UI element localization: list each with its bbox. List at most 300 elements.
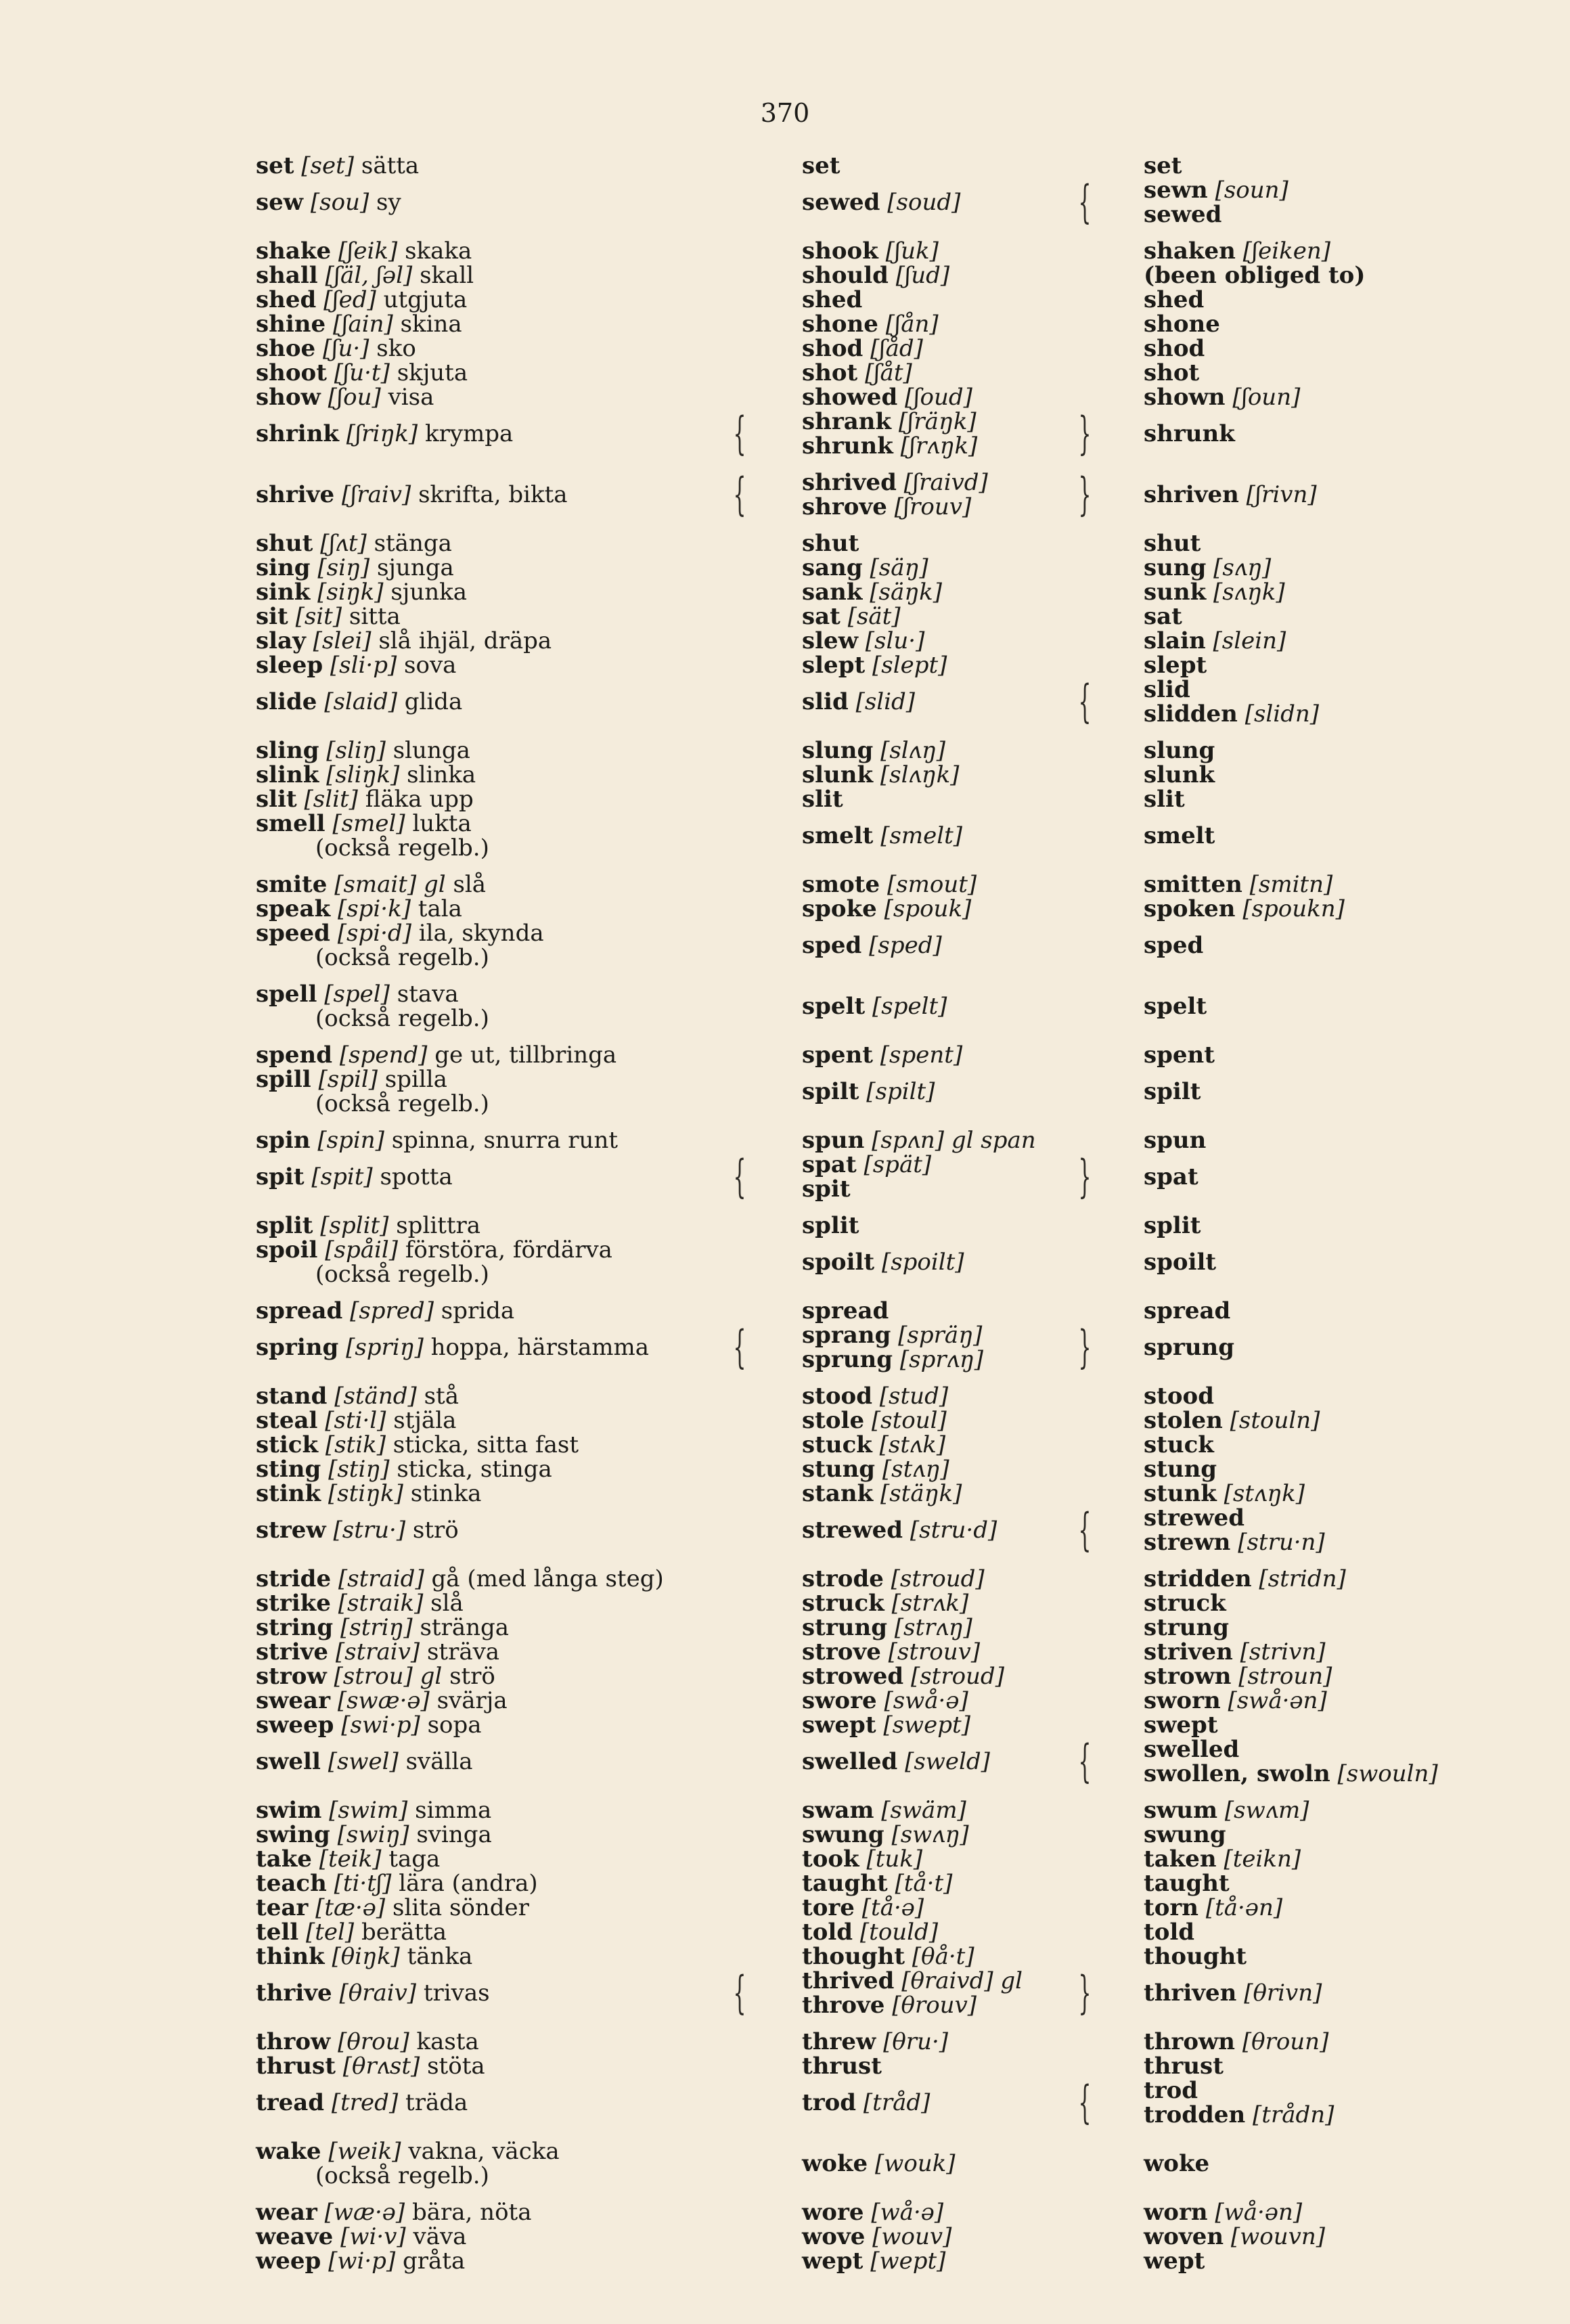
pronunciation: [teikn] [1224, 1846, 1301, 1873]
headword: shriven [1144, 481, 1239, 508]
past-participle-cell [1144, 556, 1462, 580]
verb-row [0, 1481, 1570, 1506]
headword: slink [256, 761, 319, 788]
headword: strewed [802, 1517, 903, 1544]
gloss: skaka [405, 238, 472, 265]
entry-line [802, 2225, 1052, 2249]
entry-line [1144, 1798, 1462, 1823]
headword: swung [1144, 1821, 1226, 1848]
headword: strike [256, 1590, 331, 1617]
entry-line [256, 1798, 743, 1823]
headword: woke [802, 2150, 868, 2177]
headword: sped [1144, 932, 1204, 959]
headword: split [802, 1212, 859, 1239]
pronunciation: [stru·] [333, 1517, 406, 1544]
headword: (been obliged to) [1144, 262, 1366, 289]
entry-line [1144, 1165, 1462, 1189]
entry-line [802, 1920, 1052, 1944]
entry-line [802, 336, 1052, 361]
entry-line [1144, 897, 1462, 921]
headword: slay [256, 627, 306, 654]
headword: taught [1144, 1870, 1230, 1897]
headword: thought [802, 1943, 905, 1970]
headword: swell [256, 1748, 321, 1775]
gloss: stjäla [393, 1407, 457, 1434]
entry-line [802, 1798, 1052, 1823]
entry-line [256, 2139, 743, 2164]
headword: spat [1144, 1163, 1198, 1190]
verb-row [0, 531, 1570, 556]
headword: shut [802, 530, 859, 557]
pronunciation: [stiŋk] [328, 1480, 403, 1507]
pronunciation: [sped] [869, 932, 942, 959]
pronunciation: [stiŋ] [328, 1456, 390, 1483]
entry-line [256, 1433, 743, 1457]
entry-line [802, 872, 1052, 897]
past-tense-cell [802, 1518, 1052, 1542]
headword: thrust [1144, 2053, 1224, 2080]
entry-line [1144, 677, 1462, 702]
left-brace: { [733, 407, 746, 460]
pronunciation: [ʃeiken] [1242, 238, 1331, 265]
headword: threw [802, 2028, 876, 2055]
past-tense-cell [802, 1689, 1052, 1713]
entry-line [802, 1177, 1052, 1201]
headword: wept [802, 2248, 864, 2275]
entry-line [256, 312, 743, 336]
past-participle-cell [1144, 1250, 1462, 1274]
pronunciation: [stroud] [910, 1663, 1004, 1690]
entry-line [256, 1689, 743, 1713]
base-form-cell [256, 872, 743, 897]
gloss: svälla [405, 1748, 473, 1775]
pronunciation: [trådn] [1253, 2101, 1334, 2128]
base-form-cell [256, 385, 743, 409]
entry-line [256, 1871, 743, 1896]
past-tense-cell [802, 690, 1052, 714]
headword: smell [256, 810, 326, 837]
headword: sewn [1144, 177, 1208, 204]
past-tense-cell [802, 1920, 1052, 1944]
headword: smelt [802, 822, 874, 849]
pronunciation: [slept] [872, 652, 947, 679]
pronunciation: [strou] gl [334, 1663, 443, 1690]
base-form-cell [256, 1457, 743, 1481]
pronunciation: [spred] [350, 1297, 434, 1324]
headword: sunk [1144, 579, 1207, 606]
usage-note [256, 945, 743, 970]
headword: swim [256, 1797, 322, 1824]
headword: strove [802, 1638, 881, 1666]
verb-row [0, 409, 1570, 458]
verb-row [0, 604, 1570, 629]
past-tense-cell [802, 1408, 1052, 1433]
entry-line [802, 1043, 1052, 1067]
past-tense-cell [802, 470, 1052, 519]
headword: struck [1144, 1590, 1226, 1617]
pronunciation: [spilt] [866, 1078, 935, 1105]
headword: shake [256, 238, 332, 265]
past-tense-cell [802, 872, 1052, 897]
entry-line [256, 1847, 743, 1871]
headword: taken [1144, 1846, 1217, 1873]
pronunciation: [straik] [338, 1590, 424, 1617]
gloss: gå (med långa steg) [431, 1565, 664, 1592]
entry-line [802, 1969, 1052, 1993]
headword: thought [1144, 1943, 1247, 1970]
entry-line [1144, 1128, 1462, 1153]
headword: sworn [1144, 1687, 1221, 1714]
entry-line [256, 1213, 743, 1238]
gloss: slå ihjäl, dräpa [378, 627, 552, 654]
pronunciation: [stʌŋ] [882, 1456, 949, 1483]
gloss: sträva [426, 1638, 500, 1666]
entry-line [256, 361, 743, 385]
gloss: strö [412, 1517, 459, 1544]
headword: sprang [802, 1322, 891, 1349]
headword: wake [256, 2138, 321, 2165]
headword: spelt [802, 993, 866, 1020]
headword: tear [256, 1894, 309, 1921]
past-participle-cell [1144, 1408, 1462, 1433]
entry-line [1144, 1689, 1462, 1713]
headword: smitten [1144, 871, 1242, 898]
headword: spat [802, 1151, 857, 1178]
pronunciation: [θiŋk] [332, 1943, 400, 1970]
pronunciation: [ʃåd] [870, 335, 923, 362]
entry-line [1144, 1591, 1462, 1615]
headword: throw [256, 2028, 331, 2055]
pronunciation: [ʃu·t] [334, 359, 390, 386]
gloss: fläka upp [365, 786, 474, 813]
headword: shut [256, 530, 313, 557]
past-tense-cell [802, 629, 1052, 653]
past-participle-cell [1144, 1506, 1462, 1555]
verb-row [0, 385, 1570, 409]
verb-row [0, 1664, 1570, 1689]
base-form-cell [256, 1408, 743, 1433]
pronunciation: [swæ·ə] [337, 1687, 430, 1714]
base-form-cell [256, 1615, 743, 1640]
pronunciation: [slid] [855, 688, 916, 715]
past-participle-cell [1144, 824, 1462, 848]
headword: stand [256, 1383, 328, 1410]
entry-line [1144, 385, 1462, 409]
base-form-cell [256, 263, 743, 288]
entry-line [802, 1713, 1052, 1737]
headword: teach [256, 1870, 327, 1897]
entry-line [802, 434, 1052, 458]
pronunciation: [ʃou] [328, 384, 381, 411]
note-text: (också regelb.) [315, 834, 489, 862]
entry-line [256, 1299, 743, 1323]
gloss: skrifta, bikta [418, 481, 568, 508]
entry-line [802, 2054, 1052, 2078]
headword: shed [256, 286, 317, 313]
entry-line [256, 263, 743, 288]
entry-line [802, 629, 1052, 653]
base-form-cell [256, 604, 743, 629]
entry-line [1144, 1384, 1462, 1408]
pronunciation: [ʃrivn] [1246, 481, 1317, 508]
pronunciation: [tould] [859, 1919, 939, 1946]
gloss: krympa [424, 420, 514, 447]
pronunciation: [sweld] [905, 1748, 990, 1775]
entry-line [1144, 994, 1462, 1019]
verb-row [0, 738, 1570, 763]
headword: spoilt [802, 1249, 875, 1276]
entry-line [1144, 933, 1462, 958]
gloss: simma [415, 1797, 492, 1824]
entry-line [1144, 1408, 1462, 1433]
headword: stung [1144, 1456, 1217, 1483]
entry-line [256, 1567, 743, 1591]
entry-line [1144, 1640, 1462, 1664]
pronunciation: [ʃʌt] [320, 530, 367, 557]
entry-line [802, 1250, 1052, 1274]
entry-line [802, 288, 1052, 312]
past-tense-cell [802, 994, 1052, 1019]
entry-line [1144, 738, 1462, 763]
right-brace: } [1078, 1967, 1092, 2019]
past-participle-cell [1144, 1896, 1462, 1920]
headword: stick [256, 1431, 319, 1458]
headword: stolen [1144, 1407, 1223, 1434]
pronunciation: [tel] [305, 1919, 355, 1946]
headword: torn [1144, 1894, 1199, 1921]
verb-row [0, 1591, 1570, 1615]
entry-line [1144, 154, 1462, 178]
verb-row [0, 1798, 1570, 1823]
entry-line [256, 1896, 743, 1920]
pronunciation: [ʃåt] [865, 359, 912, 386]
past-participle-cell [1144, 154, 1462, 178]
past-participle-cell [1144, 263, 1462, 288]
usage-note [256, 1262, 743, 1287]
past-tense-cell [802, 409, 1052, 458]
note-text: (också regelb.) [315, 1090, 489, 1117]
headword: shaken [1144, 238, 1236, 265]
pronunciation: [smout] [887, 871, 977, 898]
headword: slew [802, 627, 858, 654]
pronunciation: [sli·p] [330, 652, 397, 679]
entry-line [1144, 312, 1462, 336]
pronunciation: [ʃrʌŋk] [900, 432, 978, 460]
entry-line [1144, 2151, 1462, 2176]
headword: thrown [1144, 2028, 1236, 2055]
entry-line [1144, 1823, 1462, 1847]
entry-line [802, 653, 1052, 677]
base-form-cell [256, 556, 743, 580]
entry-line [256, 1920, 743, 1944]
entry-line [1144, 702, 1462, 726]
past-participle-cell [1144, 2151, 1462, 2176]
verb-row [0, 1238, 1570, 1287]
past-tense-cell [802, 1749, 1052, 1774]
entry-line [256, 154, 743, 178]
pronunciation: [smait] gl [334, 871, 446, 898]
past-participle-cell [1144, 1213, 1462, 1238]
headword: shut [1144, 530, 1201, 557]
entry-line [1144, 1506, 1462, 1530]
entry-line [802, 933, 1052, 958]
entry-line [802, 409, 1052, 434]
usage-note [256, 836, 743, 860]
base-form-cell [256, 787, 743, 811]
headword: sewed [802, 189, 880, 216]
right-brace: { [1078, 675, 1092, 728]
entry-line [1144, 288, 1462, 312]
base-form-cell [256, 2054, 743, 2078]
entry-line [1144, 2225, 1462, 2249]
pronunciation: [set] [301, 152, 355, 179]
pronunciation: [wouk] [874, 2150, 956, 2177]
headword: shown [1144, 384, 1226, 411]
entry-line [802, 154, 1052, 178]
verb-row [0, 1067, 1570, 1116]
entry-line [802, 470, 1052, 495]
headword: spill [256, 1066, 311, 1093]
pronunciation: [swi·p] [341, 1712, 420, 1739]
pronunciation: [ʃain] [332, 311, 393, 338]
gloss: berätta [361, 1919, 447, 1946]
headword: strew [256, 1517, 326, 1544]
headword: spilt [802, 1078, 859, 1105]
past-participle-cell [1144, 933, 1462, 958]
verb-row [0, 288, 1570, 312]
gloss: vakna, väcka [408, 2138, 560, 2165]
headword: shall [256, 262, 318, 289]
entry-line [1144, 202, 1462, 227]
headword: told [802, 1919, 853, 1946]
pronunciation: [wi·v] [340, 2223, 406, 2250]
headword: swept [1144, 1712, 1218, 1739]
headword: thrust [256, 2053, 336, 2080]
entry-line [256, 872, 743, 897]
pronunciation: [spin] [317, 1127, 384, 1154]
past-participle-cell [1144, 604, 1462, 629]
headword: stuck [802, 1431, 872, 1458]
base-form-cell [256, 154, 743, 178]
gloss: strö [449, 1663, 495, 1690]
entry-line [802, 1433, 1052, 1457]
base-form-cell [256, 1299, 743, 1323]
pronunciation: [stud] [879, 1383, 949, 1410]
headword: slung [1144, 737, 1215, 764]
entry-line [1144, 1944, 1462, 1969]
base-form-cell [256, 653, 743, 677]
base-form-cell [256, 1067, 743, 1116]
pronunciation: [ti·tʃ] [334, 1870, 392, 1897]
pronunciation: [stouln] [1230, 1407, 1320, 1434]
gloss: visa [388, 384, 434, 411]
pronunciation: [θru·] [883, 2028, 949, 2055]
base-form-cell [256, 531, 743, 556]
note-text: (också regelb.) [315, 1005, 489, 1032]
verb-row [0, 677, 1570, 726]
past-participle-cell [1144, 361, 1462, 385]
entry-line [1144, 1335, 1462, 1360]
gloss: tala [418, 895, 462, 922]
past-tense-cell [802, 1871, 1052, 1896]
base-form-cell [256, 1944, 743, 1969]
usage-note [256, 1092, 743, 1116]
pronunciation: [wi·p] [328, 2248, 396, 2275]
entry-line [802, 1847, 1052, 1871]
base-form-cell [256, 1713, 743, 1737]
headword: sink [256, 579, 311, 606]
verb-row [0, 580, 1570, 604]
headword: spring [256, 1334, 339, 1361]
right-brace: } [1078, 1150, 1092, 1203]
base-form-cell [256, 1128, 743, 1153]
verb-row [0, 556, 1570, 580]
pronunciation: [strʌŋ] [894, 1614, 972, 1641]
entry-line [802, 1615, 1052, 1640]
past-participle-cell [1144, 580, 1462, 604]
headword: tell [256, 1919, 299, 1946]
past-participle-cell [1144, 738, 1462, 763]
pronunciation: [spouk] [884, 895, 972, 922]
pronunciation: [wept] [870, 2248, 946, 2275]
gloss: sjunga [376, 554, 454, 581]
past-tense-cell [802, 2249, 1052, 2273]
headword: take [256, 1846, 312, 1873]
verb-row [0, 872, 1570, 897]
headword: shrunk [1144, 420, 1235, 447]
verb-row [0, 921, 1570, 970]
gloss: bära, nöta [412, 2199, 532, 2226]
past-participle-cell [1144, 531, 1462, 556]
left-brace: { [733, 468, 746, 520]
entry-line [256, 2249, 743, 2273]
headword: sling [256, 737, 319, 764]
pronunciation: [swiŋ] [337, 1821, 409, 1848]
past-participle-cell [1144, 2249, 1462, 2273]
verb-row [0, 2249, 1570, 2273]
entry-line [1144, 2249, 1462, 2273]
entry-line [256, 1823, 743, 1847]
entry-line [256, 2030, 743, 2054]
pronunciation: [sprʌŋ] [899, 1346, 983, 1373]
past-participle-cell [1144, 1798, 1462, 1823]
right-brace: } [1078, 468, 1092, 520]
pronunciation: [ʃoud] [905, 384, 972, 411]
pronunciation: [spit] [311, 1163, 373, 1190]
verb-row [0, 2078, 1570, 2127]
entry-line [256, 1043, 743, 1067]
pronunciation: [tuk] [866, 1846, 923, 1873]
headword: stink [256, 1480, 321, 1507]
headword: shrank [802, 408, 892, 435]
gloss: slita sönder [392, 1894, 529, 1921]
past-participle-cell [1144, 1981, 1462, 2005]
base-form-cell [256, 1749, 743, 1774]
past-tense-cell [802, 1079, 1052, 1104]
headword: sung [1144, 554, 1207, 581]
past-tense-cell [802, 556, 1052, 580]
base-form-cell [256, 1896, 743, 1920]
headword: spend [256, 1042, 333, 1069]
headword: slept [802, 652, 866, 679]
entry-line [802, 1689, 1052, 1713]
base-form-cell [256, 1043, 743, 1067]
entry-line [802, 1481, 1052, 1506]
base-form-cell [256, 1823, 743, 1847]
base-form-cell [256, 483, 743, 507]
headword: slid [1144, 676, 1190, 703]
entry-line [256, 422, 743, 446]
